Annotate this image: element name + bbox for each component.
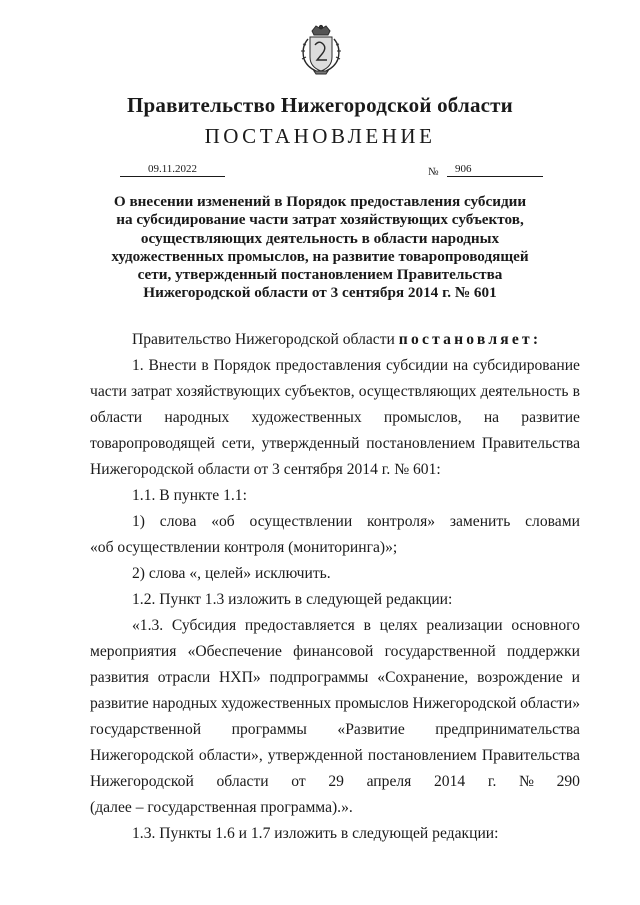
body-line: Нижегородской области от 29 апреля 2014 г. № 290 xyxy=(90,773,580,790)
subject-line: осуществляющих деятельность в области народных xyxy=(140,229,500,247)
document-date: 09.11.2022 xyxy=(120,163,225,177)
intro-text: Правительство Нижегородской области xyxy=(132,331,399,348)
body-line: части затрат хозяйствующих субъектов, осуществляющих деятельность в xyxy=(90,383,580,400)
body-line: 1) слова «об осуществлении контроля» заменить словами xyxy=(132,513,580,530)
document-subject xyxy=(100,193,540,303)
subject-line: Нижегородской области от 3 сентября 2014 г. № 601 xyxy=(143,284,497,302)
coat-of-arms-emblem xyxy=(298,23,344,75)
subject-line: сети, утвержденный постановлением Правительства xyxy=(137,266,503,284)
document-type-title: ПОСТАНОВЛЕНИЕ xyxy=(204,124,436,148)
decree-word: постановляет: xyxy=(398,331,542,348)
body-line: «1.3. Субсидия предоставляется в целях реализации основного xyxy=(132,617,580,634)
body-line: области народных художественных промыслов, на развитие xyxy=(90,409,580,426)
body-line: 1.1. В пункте 1.1: xyxy=(132,487,247,504)
body-line: мероприятия «Обеспечение финансовой государственной поддержки xyxy=(90,643,580,660)
body-line: (далее – государственная программа).». xyxy=(90,799,353,816)
number-label: № xyxy=(428,166,439,178)
body-line: развития отрасли НХП» подпрограммы «Сохранение, возрождение и xyxy=(90,669,580,686)
subject-line: художественных промыслов, на развитие товаропроводящей xyxy=(111,247,529,265)
body-line: «об осуществлении контроля (мониторинга)»; xyxy=(90,539,398,556)
subject-line: на субсидирование части затрат хозяйствующих субъектов, xyxy=(116,211,524,229)
body-line: товаропроводящей сети, утвержденный постановлением Правительства xyxy=(90,435,580,452)
subject-line: О внесении изменений в Порядок предоставления субсидии xyxy=(113,193,527,210)
intro-paragraph xyxy=(132,331,541,349)
body-line: 1.3. Пункты 1.6 и 1.7 изложить в следующей редакции: xyxy=(132,825,499,842)
body-line: Нижегородской области», утвержденной постановлением Правительства xyxy=(90,747,580,764)
body-line: 2) слова «, целей» исключить. xyxy=(132,565,331,582)
document-number: 906 xyxy=(447,163,543,177)
organization-title: Правительство Нижегородской области xyxy=(127,93,513,117)
body-line: развитие народных художественных промыслов Нижегородской области» xyxy=(90,695,580,712)
body-line: 1.2. Пункт 1.3 изложить в следующей редакции: xyxy=(132,591,453,608)
body-line: государственной программы «Развитие предпринимательства xyxy=(90,721,580,738)
body-line: 1. Внести в Порядок предоставления субсидии на субсидирование xyxy=(132,357,580,374)
body-line: Нижегородской области от 3 сентября 2014 г. № 601: xyxy=(90,461,441,478)
